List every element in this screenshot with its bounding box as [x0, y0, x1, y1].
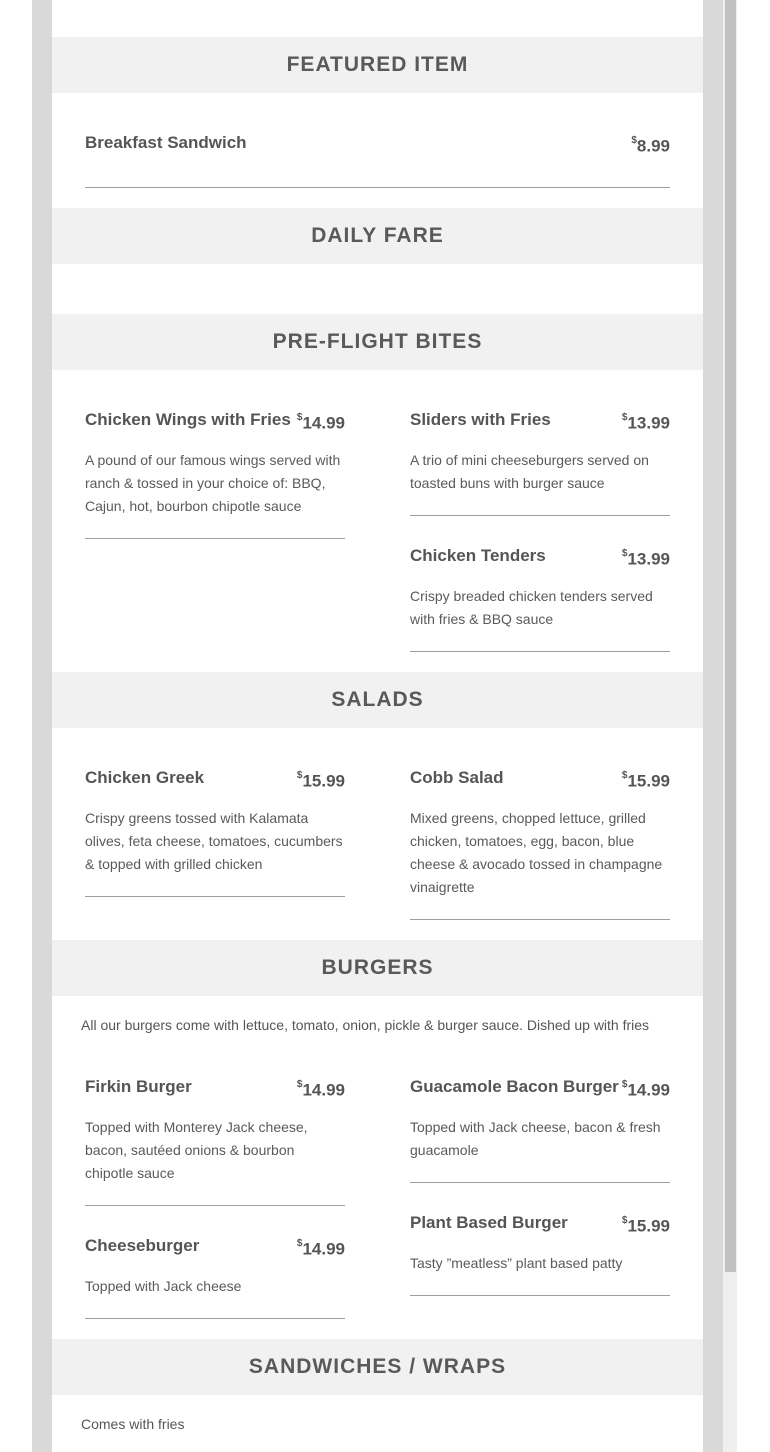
currency-symbol: $ — [621, 770, 628, 781]
item-description: Topped with Monterey Jack cheese, bacon, sautéed onions & bourbon chipotle sauce — [85, 1119, 308, 1181]
item-name: Chicken Greek — [85, 768, 205, 787]
item-divider — [410, 919, 670, 920]
menu-page — [52, 0, 703, 1452]
item-price: $8.99 — [631, 135, 670, 156]
menu-item-chicken-wings — [85, 409, 345, 518]
currency-symbol: $ — [296, 770, 303, 781]
item-name: Breakfast Sandwich — [85, 133, 247, 152]
item-price: $13.99 — [621, 412, 670, 433]
menu-item-firkin-burger — [85, 1076, 345, 1185]
item-divider — [410, 651, 670, 652]
item-name: Chicken Wings with Fries — [85, 410, 291, 429]
item-name: Cheeseburger — [85, 1236, 200, 1255]
section-header-salads — [52, 672, 703, 728]
item-divider — [85, 1318, 345, 1319]
section-title: SALADS — [331, 688, 424, 711]
item-description: Topped with Jack cheese, bacon & fresh guacamole — [410, 1119, 661, 1158]
currency-symbol: $ — [296, 412, 303, 423]
item-divider — [85, 1205, 345, 1206]
page-frame-left — [32, 0, 52, 1452]
currency-symbol: $ — [621, 548, 628, 559]
item-price: $15.99 — [296, 770, 345, 791]
scrollbar-thumb[interactable] — [725, 0, 736, 1272]
menu-item-sliders — [410, 409, 670, 495]
item-name: Cobb Salad — [410, 768, 504, 787]
item-price: $13.99 — [621, 548, 670, 569]
item-divider — [85, 896, 345, 897]
currency-symbol: $ — [631, 135, 637, 146]
item-divider — [410, 1182, 670, 1183]
item-price: $14.99 — [296, 1238, 345, 1259]
section-header-bites — [52, 314, 703, 370]
item-price: $14.99 — [621, 1079, 670, 1100]
menu-item-chicken-tenders — [410, 545, 670, 631]
page-frame-right — [703, 0, 723, 1452]
item-description: Crispy breaded chicken tenders served with fries & BBQ sauce — [410, 588, 653, 627]
section-note: Comes with fries — [81, 1416, 185, 1432]
item-price: $15.99 — [621, 1215, 670, 1236]
currency-symbol: $ — [621, 412, 628, 423]
item-description: A pound of our famous wings served with ranch & tossed in your choice of: BBQ, Cajun, hot, bourbon chipotle sauce — [85, 452, 341, 514]
section-title: SANDWICHES / WRAPS — [248, 1355, 507, 1378]
section-header-burgers — [52, 940, 703, 996]
section-title: PRE-FLIGHT BITES — [272, 330, 483, 353]
section-header-featured — [52, 37, 703, 93]
item-description: A trio of mini cheeseburgers served on toasted buns with burger sauce — [410, 452, 649, 491]
menu-item-plant-based-burger — [410, 1212, 670, 1275]
section-title: BURGERS — [321, 956, 434, 979]
currency-symbol: $ — [621, 1079, 628, 1090]
section-header-daily — [52, 208, 703, 264]
item-name: Plant Based Burger — [410, 1213, 568, 1232]
item-name: Guacamole Bacon Burger — [410, 1077, 619, 1096]
item-name: Firkin Burger — [85, 1077, 192, 1096]
item-description: Mixed greens, chopped lettuce, grilled chicken, tomatoes, egg, bacon, blue cheese & avocado tossed in champagne vinaigrette — [410, 810, 663, 895]
section-note: All our burgers come with lettuce, tomato, onion, pickle & burger sauce. Dished up with fries — [81, 1017, 650, 1033]
item-divider — [85, 538, 345, 539]
item-description: Crispy greens tossed with Kalamata olives, feta cheese, tomatoes, cucumbers & topped with grilled chicken — [85, 810, 343, 872]
item-description: Topped with Jack cheese — [85, 1278, 242, 1294]
menu-item-guacamole-bacon-burger — [410, 1076, 670, 1162]
menu-item-cheeseburger — [85, 1235, 345, 1298]
item-price: $14.99 — [296, 412, 345, 433]
item-price: $15.99 — [621, 770, 670, 791]
item-name: Chicken Tenders — [410, 546, 546, 565]
section-title: FEATURED ITEM — [286, 53, 469, 76]
menu-item-cobb-salad — [410, 767, 670, 899]
menu-item-chicken-greek — [85, 767, 345, 876]
item-divider — [410, 515, 670, 516]
section-title: DAILY FARE — [311, 224, 444, 247]
item-name: Sliders with Fries — [410, 410, 551, 429]
currency-symbol: $ — [296, 1079, 303, 1090]
section-header-sandwiches — [52, 1339, 703, 1395]
currency-symbol: $ — [296, 1238, 303, 1249]
item-price: $14.99 — [296, 1079, 345, 1100]
item-divider — [85, 187, 670, 188]
item-description: Tasty ”meatless” plant based patty — [410, 1255, 623, 1271]
menu-item-breakfast-sandwich — [85, 132, 670, 160]
currency-symbol: $ — [621, 1215, 628, 1226]
item-divider — [410, 1295, 670, 1296]
